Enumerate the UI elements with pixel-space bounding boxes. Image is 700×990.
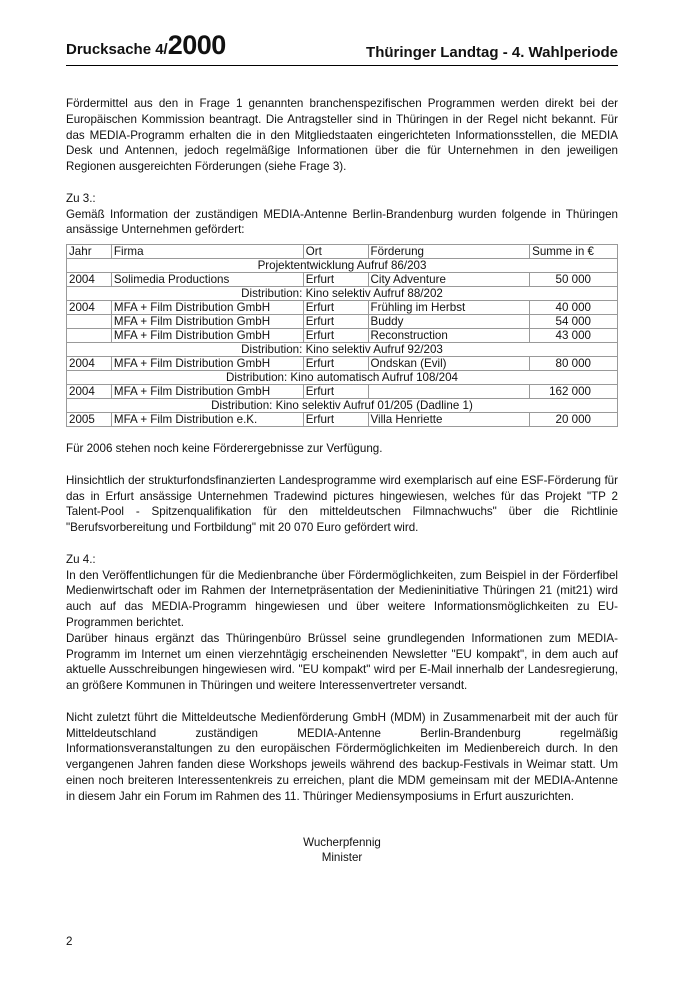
year-cell: 2005 xyxy=(67,413,112,427)
table-row xyxy=(67,273,618,287)
place-cell: Erfurt xyxy=(303,357,368,371)
column-header: Förderung xyxy=(368,245,530,259)
parliament-title: Thüringer Landtag - 4. Wahlperiode xyxy=(366,44,618,61)
answer-3-heading: Zu 3.: xyxy=(66,191,96,205)
answer-3-text: Gemäß Information der zuständigen MEDIA-Antenne Berlin-Brandenburg wurden folgende in Thüringen ansässige Unternehmen gefördert: xyxy=(66,207,618,237)
table-section-row xyxy=(67,287,618,301)
section-label: Projektentwicklung Aufruf 86/203 xyxy=(67,259,618,273)
signature-block xyxy=(66,835,618,865)
year-cell: 2004 xyxy=(67,273,112,287)
section-label: Distribution: Kino selektiv Aufruf 92/203 xyxy=(67,343,618,357)
table-row xyxy=(67,301,618,315)
table-section-row xyxy=(67,399,618,413)
sum-cell: 54 000 xyxy=(530,315,618,329)
funding-table xyxy=(66,244,618,427)
place-cell: Erfurt xyxy=(303,385,368,399)
funding-cell: Villa Henriette xyxy=(368,413,530,427)
page-header xyxy=(66,32,618,66)
place-cell: Erfurt xyxy=(303,273,368,287)
place-cell: Erfurt xyxy=(303,301,368,315)
year-cell xyxy=(67,315,112,329)
section-label: Distribution: Kino selektiv Aufruf 01/205 (Dadline 1) xyxy=(67,399,618,413)
signatory-title: Minister xyxy=(321,850,363,864)
column-header: Summe in € xyxy=(530,245,618,259)
answer-4-text-1: In den Veröffentlichungen für die Medienbranche über Fördermöglichkeiten, zum Beispiel in der Förderfibel Medienwirtschaft oder im Rahmen der Internetpräsentation der Medieninitiative Thüringen 21 (mit21) wird auch auf das MEDIA-Programm hingewiesen und über weitere Informationsmöglichkeiten zu EU-Programmen berichtet. xyxy=(66,568,618,629)
answer-4-heading: Zu 4.: xyxy=(66,552,96,566)
table-section-row xyxy=(67,371,618,385)
year-cell xyxy=(67,329,112,343)
company-cell: Solimedia Productions xyxy=(111,273,303,287)
document-label: Drucksache 4/ xyxy=(66,41,168,58)
section-label: Distribution: Kino selektiv Aufruf 88/202 xyxy=(67,287,618,301)
document-body xyxy=(66,96,618,865)
section-label: Distribution: Kino automatisch Aufruf 108/204 xyxy=(67,371,618,385)
place-cell: Erfurt xyxy=(303,315,368,329)
table-row xyxy=(67,385,618,399)
year-cell: 2004 xyxy=(67,357,112,371)
company-cell: MFA + Film Distribution GmbH xyxy=(111,385,303,399)
funding-cell xyxy=(368,385,530,399)
sum-cell: 50 000 xyxy=(530,273,618,287)
answer-4-text-2: Darüber hinaus ergänzt das Thüringenbüro Brüssel seine grundlegenden Informationen zum MEDIA-Programm im Internet um einen vierzehntägig erscheinenden Newsletter "EU kompakt", in dem auch auf aktuelle Ausschreibungen hingewiesen wird. "EU kompakt" wird per E-Mail innerhalb der Landesregierung, an größere Kommunen in Thüringen und weitere Interessenvertreter versandt. xyxy=(66,631,618,693)
table-row xyxy=(67,315,618,329)
funding-cell: Frühling im Herbst xyxy=(368,301,530,315)
place-cell: Erfurt xyxy=(303,329,368,343)
place-cell: Erfurt xyxy=(303,413,368,427)
signatory-name: Wucherpfennig xyxy=(303,835,381,849)
funding-cell: Reconstruction xyxy=(368,329,530,343)
company-cell: MFA + Film Distribution e.K. xyxy=(111,413,303,427)
column-header: Firma xyxy=(111,245,303,259)
sum-cell: 20 000 xyxy=(530,413,618,427)
table-row xyxy=(67,329,618,343)
table-header-row xyxy=(67,245,618,259)
company-cell: MFA + Film Distribution GmbH xyxy=(111,329,303,343)
year-cell: 2004 xyxy=(67,385,112,399)
funding-cell: Buddy xyxy=(368,315,530,329)
esf-paragraph: Hinsichtlich der strukturfondsfinanzierten Landesprogramme wird exemplarisch auf eine ESF-Förderung für das in Erfurt ansässige Unternehmen Tradewind pictures hingewiesen, welches für das Projekt "TP 2 Talent-Pool - Spitzenqualifikation für den mitteldeutschen Filmnachwuchs" über die Richtlinie "Berufsvorbereitung und Fortbildung" mit 20 070 Euro gefördert wird. xyxy=(66,473,618,535)
funding-cell: Ondskan (Evil) xyxy=(368,357,530,371)
table-section-row xyxy=(67,343,618,357)
sum-cell: 43 000 xyxy=(530,329,618,343)
company-cell: MFA + Film Distribution GmbH xyxy=(111,357,303,371)
sum-cell: 162 000 xyxy=(530,385,618,399)
header-rule xyxy=(66,65,618,66)
sum-cell: 80 000 xyxy=(530,357,618,371)
funding-cell: City Adventure xyxy=(368,273,530,287)
column-header: Jahr xyxy=(67,245,112,259)
table-row xyxy=(67,413,618,427)
column-header: Ort xyxy=(303,245,368,259)
year-cell: 2004 xyxy=(67,301,112,315)
intro-paragraph: Fördermittel aus den in Frage 1 genannten branchenspezifischen Programmen werden direkt bei der Europäischen Kommission beantragt. Die Antragsteller sind in Thüringen in der Regel nicht bekannt. Für das MEDIA-Programm erhalten die in den Mitgliedstaaten eingerichteten Informationsstellen, die MEDIA Desk und Antennen, jedoch regelmäßige Informationen über die für Unternehmen in den jeweiligen Regionen ausgereichten Förderungen (siehe Frage 3). xyxy=(66,97,618,174)
page-number: 2 xyxy=(66,935,73,948)
no-results-paragraph: Für 2006 stehen noch keine Förderergebnisse zur Verfügung. xyxy=(66,442,383,456)
company-cell: MFA + Film Distribution GmbH xyxy=(111,301,303,315)
document-year: 2000 xyxy=(167,30,226,60)
table-section-row xyxy=(67,259,618,273)
sum-cell: 40 000 xyxy=(530,301,618,315)
mdm-paragraph: Nicht zuletzt führt die Mitteldeutsche Medienförderung GmbH (MDM) in Zusammenarbeit mit der auch für Mitteldeutschland zuständigen MEDIA-Antenne Berlin-Brandenburg regelmäßig Informationsveranstaltungen zu den europäischen Fördermöglichkeiten im Medienbereich durch. In den vergangenen Jahren fanden diese Workshops jeweils während des backup-Festivals in Weimar statt. Um einen noch breiteren Interessentenkreis zu erreichen, plant die MDM gemeinsam mit der MEDIA-Antenne in diesem Jahr ein Forum im Rahmen des 11. Thüringer Mediensymposiums in Erfurt auszurichten. xyxy=(66,710,618,803)
company-cell: MFA + Film Distribution GmbH xyxy=(111,315,303,329)
document-number xyxy=(66,30,226,61)
table-row xyxy=(67,357,618,371)
